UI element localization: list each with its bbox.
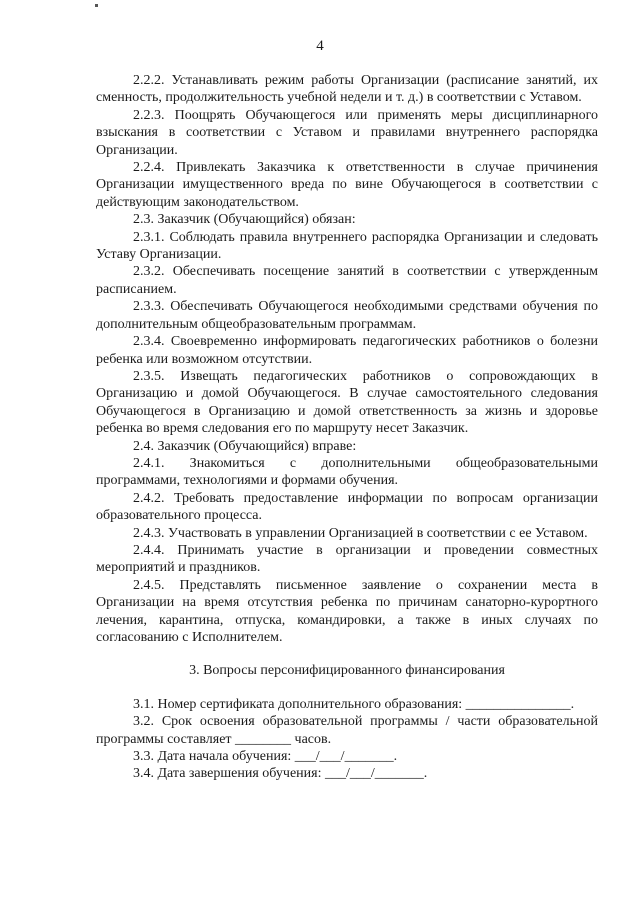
paragraph-2-3: 2.3. Заказчик (Обучающийся) обязан: (133, 212, 356, 228)
document-body (96, 72, 598, 783)
paragraph-2-4-1: 2.4.1. Знакомиться с дополнительными общеобразовательными программами, технологиями и формами обучения. (96, 455, 598, 489)
paragraph-2-2-3: 2.2.3. Поощрять Обучающегося или применять меры дисциплинарного взыскания в соответствии с Уставом и правилами внутреннего распорядка Организации. (96, 107, 598, 158)
paragraph-2-4-2: 2.4.2. Требовать предоставление информации по вопросам организации образовательного процесса. (96, 490, 598, 524)
paragraph-2-2-2: 2.2.2. Устанавливать режим работы Организации (расписание занятий, их сменность, продолжительность учебной недели и т. д.) в соответствии с Уставом. (96, 73, 598, 106)
paragraph-2-3-4: 2.3.4. Своевременно информировать педагогических работников о болезни ребенка или возможном отсутствии. (96, 334, 598, 367)
paragraph-2-4-5: 2.4.5. Представлять письменное заявление о сохранении места в Организации на время отсутствия ребенка по причинам санаторно-курортного лечения, карантина, отпуска, командировки, а также в иных случаях по согласованию с Исполнителем. (96, 577, 598, 645)
paragraph-2-4-4: 2.4.4. Принимать участие в организации и проведении совместных мероприятий и праздников. (96, 542, 598, 576)
paragraph-2-3-3: 2.3.3. Обеспечивать Обучающегося необходимыми средствами обучения по дополнительным общеобразовательным программам. (96, 299, 598, 332)
paragraph-2-3-2: 2.3.2. Обеспечивать посещение занятий в соответствии с утвержденным расписанием. (96, 264, 598, 297)
paragraph-2-3-5: 2.3.5. Извещать педагогических работников о сопровождающих в Организацию и домой Обучающегося. В случае самостоятельного следования Обучающегося в Организацию и домой ответственность за жизнь и здоровье ребенка во время следования его по маршруту несет Заказчик. (96, 368, 598, 437)
paragraph-3-3: 3.3. Дата начала обучения: ___/___/_______. (133, 749, 398, 765)
paragraph-2-4: 2.4. Заказчик (Обучающийся) вправе: (133, 438, 357, 454)
paragraph-2-3-1: 2.3.1. Соблюдать правила внутреннего распорядка Организации и следовать Уставу Организации. (96, 229, 598, 263)
page-number: 4 (316, 38, 324, 54)
paragraph-3-2: 3.2. Срок освоения образовательной программы / части образовательной программы составляет ________ часов. (96, 714, 598, 747)
paragraph-2-4-3: 2.4.3. Участвовать в управлении Организацией в соответствии с ее Уставом. (133, 525, 588, 541)
scan-mark (95, 4, 98, 7)
paragraph-3-4: 3.4. Дата завершения обучения: ___/___/_______. (133, 766, 428, 782)
paragraph-2-2-4: 2.2.4. Привлекать Заказчика к ответственности в случае причинения Организации имущественного вреда по вине Обучающегося в соответствии с действующим законодательством. (96, 160, 598, 210)
section-3-heading: 3. Вопросы персонифицированного финансирования (189, 663, 505, 679)
paragraph-3-1: 3.1. Номер сертификата дополнительного образования: _______________. (133, 696, 575, 712)
